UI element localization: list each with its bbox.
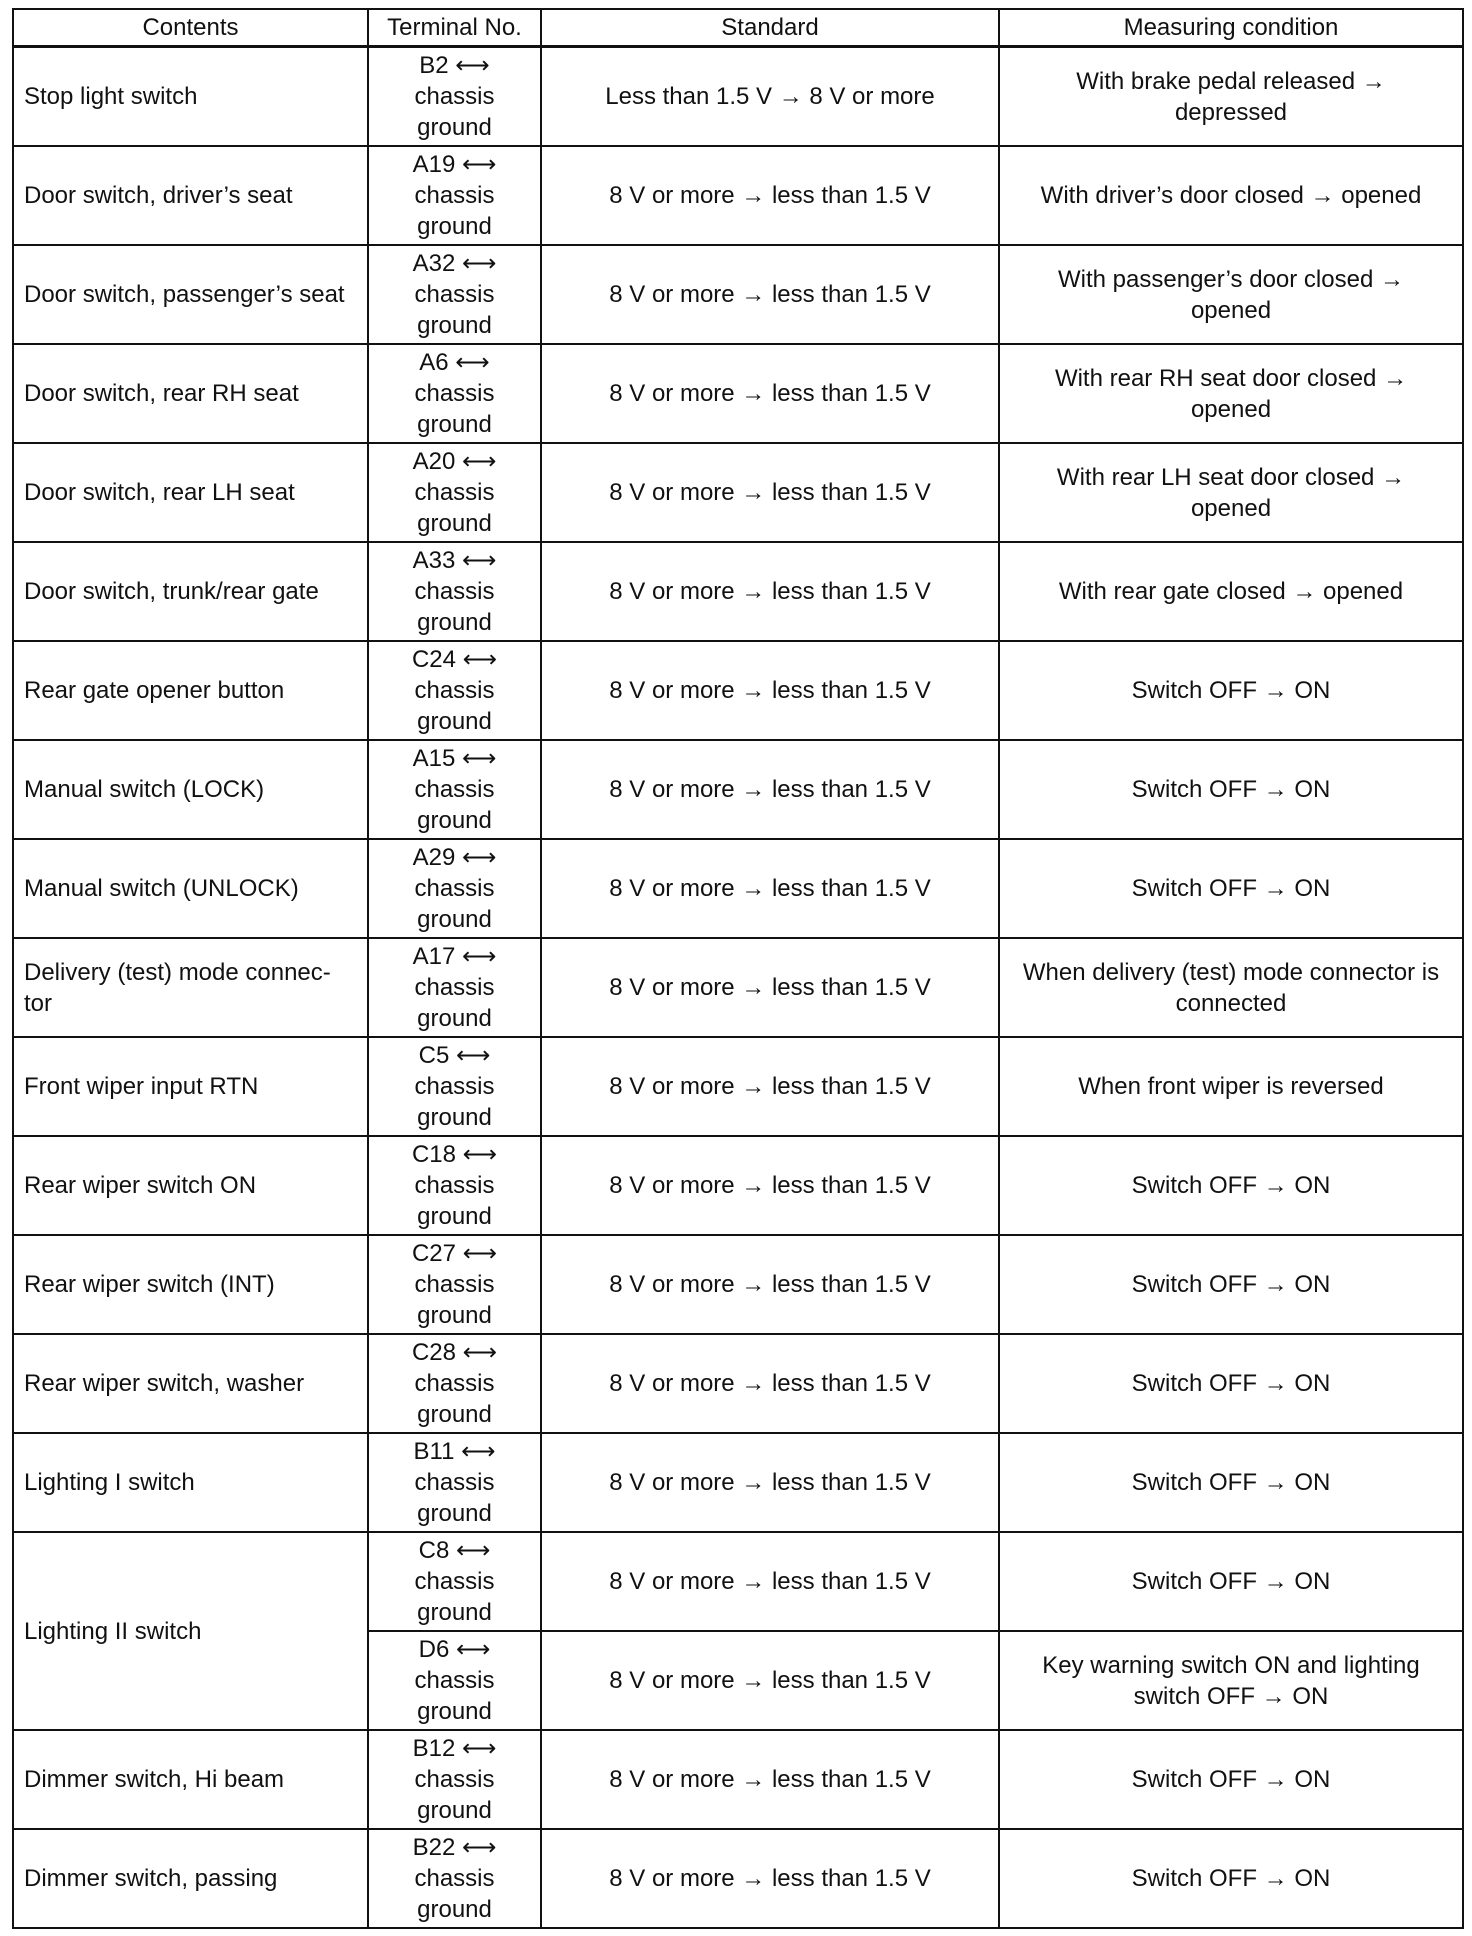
cell-contents-line: Rear wiper switch ON [24,1172,257,1199]
cell-standard: 8 V or more → less than 1.5 V [541,1433,999,1532]
cell-contents-line: Door switch, rear RH seat [24,380,299,407]
cell-standard: 8 V or more → less than 1.5 V [541,740,999,839]
cell-terminal-no [368,146,541,245]
cell-standard: 8 V or more → less than 1.5 V [541,1829,999,1928]
cell-terminal-no [368,443,541,542]
cell-measuring-condition [999,740,1463,839]
cell-condition-line: With rear gate closed → opened [1058,578,1404,605]
cell-contents-line: Rear wiper switch, washer [24,1370,305,1397]
cell-terminal-line: ground [417,1896,492,1923]
cell-terminal-no [368,542,541,641]
terminal-spec-table [12,8,1464,1929]
cell-terminal-line: chassis [414,974,495,1001]
cell-contents-line: Lighting II switch [24,1617,202,1645]
cell-measuring-condition [999,47,1463,147]
cell-terminal-line: D6 ⟷ [418,1636,491,1663]
cell-terminal-no [368,245,541,344]
table-row [13,1730,1463,1829]
cell-contents-line: Rear wiper switch (INT) [24,1271,275,1298]
cell-terminal-line: chassis [414,1766,495,1793]
table-row [13,542,1463,641]
cell-terminal-line: chassis [414,83,495,110]
cell-standard: 8 V or more → less than 1.5 V [541,1037,999,1136]
cell-terminal-line: ground [417,1302,492,1329]
cell-terminal-no [368,1631,541,1730]
cell-contents [13,839,368,938]
cell-condition-line: Switch OFF → ON [1131,776,1331,803]
cell-contents-line: Manual switch (LOCK) [24,776,265,803]
cell-terminal-line: chassis [414,677,495,704]
table-row [13,938,1463,1037]
table-row [13,1235,1463,1334]
cell-contents [13,1829,368,1928]
cell-terminal-line: chassis [414,380,495,407]
table-header-row [13,9,1463,47]
cell-terminal-no [368,740,541,839]
cell-condition-line: switch OFF → ON [1133,1682,1329,1710]
cell-condition-line: When delivery (test) mode connector is [1022,958,1440,986]
cell-terminal-line: ground [417,411,492,438]
cell-measuring-condition [999,1235,1463,1334]
cell-terminal-line: chassis [414,1469,495,1496]
table-row [13,1433,1463,1532]
cell-measuring-condition [999,938,1463,1037]
cell-contents-line: Door switch, trunk/rear gate [24,578,319,605]
cell-contents [13,443,368,542]
table-body [13,47,1463,1929]
cell-terminal-no [368,344,541,443]
cell-contents-line: Rear gate opener button [24,677,285,704]
cell-standard: 8 V or more → less than 1.5 V [541,344,999,443]
header-contents: Contents [13,9,368,47]
cell-terminal-line: ground [417,708,492,735]
cell-contents [13,1532,368,1730]
cell-contents-line: Manual switch (UNLOCK) [24,875,299,902]
cell-measuring-condition [999,839,1463,938]
cell-terminal-line: ground [417,1005,492,1032]
cell-standard: 8 V or more → less than 1.5 V [541,1136,999,1235]
cell-condition-line: opened [1190,395,1272,423]
cell-terminal-line: C27 ⟷ [411,1240,498,1267]
cell-terminal-line: chassis [414,479,495,506]
cell-terminal-line: B11 ⟷ [413,1438,496,1465]
cell-terminal-no [368,641,541,740]
cell-contents [13,740,368,839]
cell-terminal-line: B22 ⟷ [412,1834,497,1861]
cell-terminal-no [368,1532,541,1631]
cell-terminal-no [368,1136,541,1235]
cell-standard: 8 V or more → less than 1.5 V [541,1532,999,1631]
cell-contents [13,47,368,147]
cell-terminal-line: chassis [414,1370,495,1397]
cell-terminal-line: chassis [414,578,495,605]
cell-terminal-no [368,938,541,1037]
cell-contents-line: Dimmer switch, Hi beam [24,1766,285,1793]
cell-terminal-line: ground [417,1401,492,1428]
table-row [13,1037,1463,1136]
cell-terminal-line: ground [417,906,492,933]
cell-terminal-no [368,1433,541,1532]
table-row [13,1829,1463,1928]
cell-terminal-line: C28 ⟷ [411,1339,498,1366]
cell-measuring-condition [999,1829,1463,1928]
cell-terminal-line: C24 ⟷ [411,646,498,673]
table-row [13,47,1463,147]
cell-contents [13,146,368,245]
cell-condition-line: Switch OFF → ON [1131,1568,1331,1595]
cell-terminal-line: C18 ⟷ [411,1141,498,1168]
cell-condition-line: With passenger’s door closed → [1058,265,1404,293]
cell-measuring-condition [999,1730,1463,1829]
cell-condition-line: With rear LH seat door closed → [1056,463,1406,491]
table-row [13,740,1463,839]
cell-condition-line: depressed [1174,98,1288,126]
cell-contents-line: Door switch, passenger’s seat [24,281,345,308]
cell-terminal-line: chassis [414,1667,495,1694]
cell-terminal-line: A15 ⟷ [412,745,497,772]
table-row [13,1136,1463,1235]
cell-contents [13,938,368,1037]
table-row [13,1334,1463,1433]
table-row [13,839,1463,938]
cell-measuring-condition [999,443,1463,542]
cell-terminal-line: B12 ⟷ [412,1735,497,1762]
cell-condition-line: Switch OFF → ON [1131,1469,1331,1496]
cell-measuring-condition [999,542,1463,641]
cell-terminal-no [368,1829,541,1928]
cell-contents-line: Delivery (test) mode connec- [24,958,331,986]
cell-terminal-line: chassis [414,182,495,209]
cell-contents-line: tor [24,989,53,1017]
header-measuring-condition: Measuring condition [999,9,1463,47]
cell-condition-line: Switch OFF → ON [1131,1370,1331,1397]
table-row [13,146,1463,245]
cell-standard: 8 V or more → less than 1.5 V [541,1235,999,1334]
cell-terminal-line: A19 ⟷ [412,151,497,178]
cell-terminal-line: chassis [414,281,495,308]
cell-condition-line: Switch OFF → ON [1131,677,1331,704]
cell-standard: 8 V or more → less than 1.5 V [541,1334,999,1433]
cell-terminal-line: chassis [414,1073,495,1100]
table-row [13,1532,1463,1631]
cell-terminal-no [368,1235,541,1334]
cell-measuring-condition [999,245,1463,344]
cell-contents-line: Lighting I switch [24,1469,195,1496]
cell-terminal-line: C8 ⟷ [418,1537,491,1564]
cell-terminal-line: B2 ⟷ [419,52,490,79]
cell-terminal-line: A33 ⟷ [412,547,497,574]
cell-condition-line: Switch OFF → ON [1131,875,1331,902]
cell-standard: 8 V or more → less than 1.5 V [541,641,999,740]
cell-terminal-line: A6 ⟷ [419,349,490,376]
cell-standard: 8 V or more → less than 1.5 V [541,245,999,344]
cell-contents [13,641,368,740]
table-row [13,344,1463,443]
cell-condition-line: With brake pedal released → [1076,67,1386,95]
cell-standard: 8 V or more → less than 1.5 V [541,938,999,1037]
table-row [13,443,1463,542]
cell-condition-line: Switch OFF → ON [1131,1172,1331,1199]
cell-contents-line: Stop light switch [24,83,198,110]
cell-contents [13,245,368,344]
cell-terminal-line: chassis [414,776,495,803]
cell-condition-line: Key warning switch ON and lighting [1042,1651,1420,1679]
cell-terminal-line: ground [417,1698,492,1725]
cell-contents [13,1037,368,1136]
header-standard: Standard [541,9,999,47]
cell-condition-line: connected [1175,989,1287,1017]
cell-condition-line: Switch OFF → ON [1131,1766,1331,1793]
cell-terminal-line: A29 ⟷ [412,844,497,871]
cell-measuring-condition [999,641,1463,740]
cell-standard: Less than 1.5 V → 8 V or more [541,47,999,147]
cell-measuring-condition [999,1136,1463,1235]
cell-contents-line: Dimmer switch, passing [24,1865,278,1892]
cell-terminal-line: A32 ⟷ [412,250,497,277]
cell-contents [13,1433,368,1532]
cell-condition-line: Switch OFF → ON [1131,1271,1331,1298]
cell-terminal-no [368,1730,541,1829]
cell-measuring-condition [999,1532,1463,1631]
cell-terminal-line: ground [417,1500,492,1527]
cell-contents [13,344,368,443]
cell-contents [13,1235,368,1334]
cell-condition-line: With rear RH seat door closed → [1054,364,1408,392]
cell-contents-line: Front wiper input RTN [24,1073,259,1100]
cell-standard: 8 V or more → less than 1.5 V [541,443,999,542]
table-row [13,641,1463,740]
cell-terminal-no [368,1334,541,1433]
cell-terminal-line: A20 ⟷ [412,448,497,475]
cell-condition-line: Switch OFF → ON [1131,1865,1331,1892]
cell-terminal-line: chassis [414,1865,495,1892]
header-terminal-no: Terminal No. [368,9,541,47]
cell-measuring-condition [999,1433,1463,1532]
cell-standard: 8 V or more → less than 1.5 V [541,1730,999,1829]
cell-terminal-line: chassis [414,1271,495,1298]
cell-measuring-condition [999,1334,1463,1433]
cell-measuring-condition [999,146,1463,245]
cell-terminal-line: A17 ⟷ [412,943,497,970]
cell-terminal-line: chassis [414,875,495,902]
cell-standard: 8 V or more → less than 1.5 V [541,839,999,938]
cell-terminal-line: chassis [414,1568,495,1595]
cell-terminal-line: ground [417,1104,492,1131]
cell-standard: 8 V or more → less than 1.5 V [541,146,999,245]
cell-measuring-condition [999,344,1463,443]
cell-standard: 8 V or more → less than 1.5 V [541,542,999,641]
cell-terminal-line: ground [417,114,492,141]
cell-terminal-no [368,1037,541,1136]
cell-contents [13,1730,368,1829]
cell-terminal-line: ground [417,1203,492,1230]
table-row [13,245,1463,344]
cell-terminal-line: ground [417,807,492,834]
cell-terminal-line: ground [417,1599,492,1626]
cell-measuring-condition [999,1037,1463,1136]
cell-terminal-line: C5 ⟷ [418,1042,491,1069]
cell-contents-line: Door switch, rear LH seat [24,479,295,506]
cell-contents [13,542,368,641]
cell-condition-line: opened [1190,296,1272,324]
cell-terminal-no [368,47,541,147]
cell-standard: 8 V or more → less than 1.5 V [541,1631,999,1730]
cell-terminal-line: ground [417,312,492,339]
cell-condition-line: With driver’s door closed → opened [1040,182,1422,209]
cell-condition-line: opened [1190,494,1272,522]
cell-contents [13,1136,368,1235]
cell-contents [13,1334,368,1433]
cell-contents-line: Door switch, driver’s seat [24,182,293,209]
cell-condition-line: When front wiper is reversed [1078,1073,1384,1100]
cell-terminal-line: ground [417,1797,492,1824]
cell-terminal-line: chassis [414,1172,495,1199]
cell-terminal-line: ground [417,213,492,240]
cell-terminal-line: ground [417,510,492,537]
cell-measuring-condition [999,1631,1463,1730]
cell-terminal-line: ground [417,609,492,636]
cell-terminal-no [368,839,541,938]
